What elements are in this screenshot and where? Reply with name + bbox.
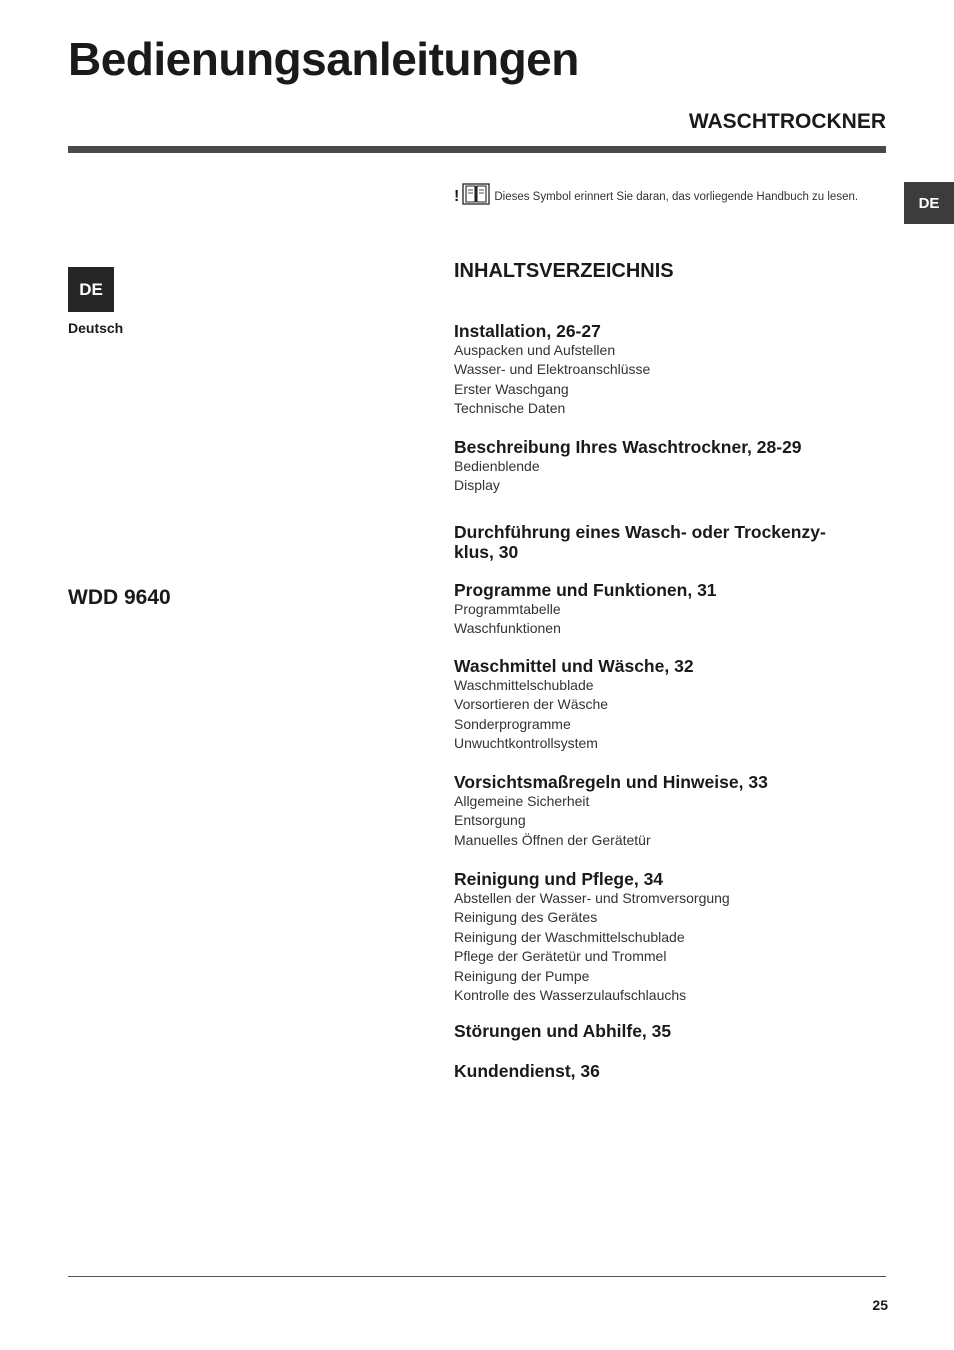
toc-section-title: Reinigung und Pflege, 34 [454, 869, 664, 889]
toc-section [454, 656, 886, 754]
toc-item: Erster Waschgang [454, 380, 569, 397]
model-number: WDD 9640 [68, 586, 171, 609]
language-edge-tab: DE [904, 182, 954, 224]
toc-item: Reinigung der Pumpe [454, 967, 590, 984]
toc-item: Wasser- und Elektroanschlüsse [454, 361, 651, 378]
toc-item: Allgemeine Sicherheit [454, 793, 590, 809]
toc-section-title: Beschreibung Ihres Waschtrockner, 28-29 [454, 437, 802, 457]
toc-heading: INHALTSVERZEICHNIS [454, 260, 674, 282]
toc-section [454, 869, 886, 1005]
document-title: Bedienungsanleitungen [68, 33, 579, 85]
toc-section-title: Durchführung eines Wasch- oder Trockenzy- [454, 522, 826, 542]
toc-section-title: klus, 30 [454, 542, 519, 562]
book-icon [462, 183, 490, 205]
toc-section-title: Waschmittel und Wäsche, 32 [454, 656, 694, 676]
toc-item: Bedienblende [454, 458, 540, 474]
product-type-heading: WASCHTROCKNER [688, 110, 886, 133]
toc-item: Kontrolle des Wasserzulaufschlauchs [454, 987, 687, 1004]
language-badge: DE [68, 267, 114, 312]
toc-item: Programmtabelle [454, 601, 561, 617]
language-name: Deutsch [68, 320, 124, 336]
toc-item: Display [454, 477, 500, 494]
toc-section-title: Programme und Funktionen, 31 [454, 580, 717, 600]
toc-item: Technische Daten [454, 400, 566, 417]
toc-item: Sonderprogramme [454, 715, 571, 732]
header-rule [68, 146, 886, 153]
toc-section [454, 1021, 886, 1041]
toc-section [454, 321, 886, 419]
symbol-note-text: Dieses Symbol erinnert Sie daran, das vorliegende Handbuch zu lesen. [494, 191, 859, 204]
toc-section-title: Vorsichtsmaßregeln und Hinweise, 33 [454, 772, 768, 792]
toc-item: Pflege der Gerätetür und Trommel [454, 948, 667, 965]
toc-item: Waschfunktionen [454, 620, 561, 637]
toc-section [454, 772, 886, 850]
toc-item: Reinigung der Waschmittelschublade [454, 928, 685, 945]
toc-item: Entsorgung [454, 812, 526, 829]
toc-item: Manuelles Öffnen der Gerätetür [454, 831, 651, 848]
symbol-note [454, 183, 858, 205]
toc-section [454, 580, 886, 639]
footer-rule [68, 1276, 886, 1277]
toc-section [454, 522, 886, 562]
toc-section [454, 1061, 886, 1081]
toc-item: Auspacken und Aufstellen [454, 342, 616, 358]
toc-item: Abstellen der Wasser- und Stromversorgung [454, 890, 730, 906]
exclamation-mark: ! [454, 188, 460, 205]
toc-section-title: Störungen und Abhilfe, 35 [454, 1021, 672, 1041]
page-number: 25 [872, 1297, 888, 1313]
toc-item: Unwuchtkontrollsystem [454, 735, 598, 752]
toc-section-title: Installation, 26-27 [454, 321, 601, 341]
toc-item: Waschmittelschublade [454, 677, 594, 693]
toc-item: Vorsortieren der Wäsche [454, 696, 609, 713]
toc-section [454, 437, 886, 496]
toc-item: Reinigung des Gerätes [454, 909, 598, 926]
toc-section-title: Kundendienst, 36 [454, 1061, 600, 1081]
